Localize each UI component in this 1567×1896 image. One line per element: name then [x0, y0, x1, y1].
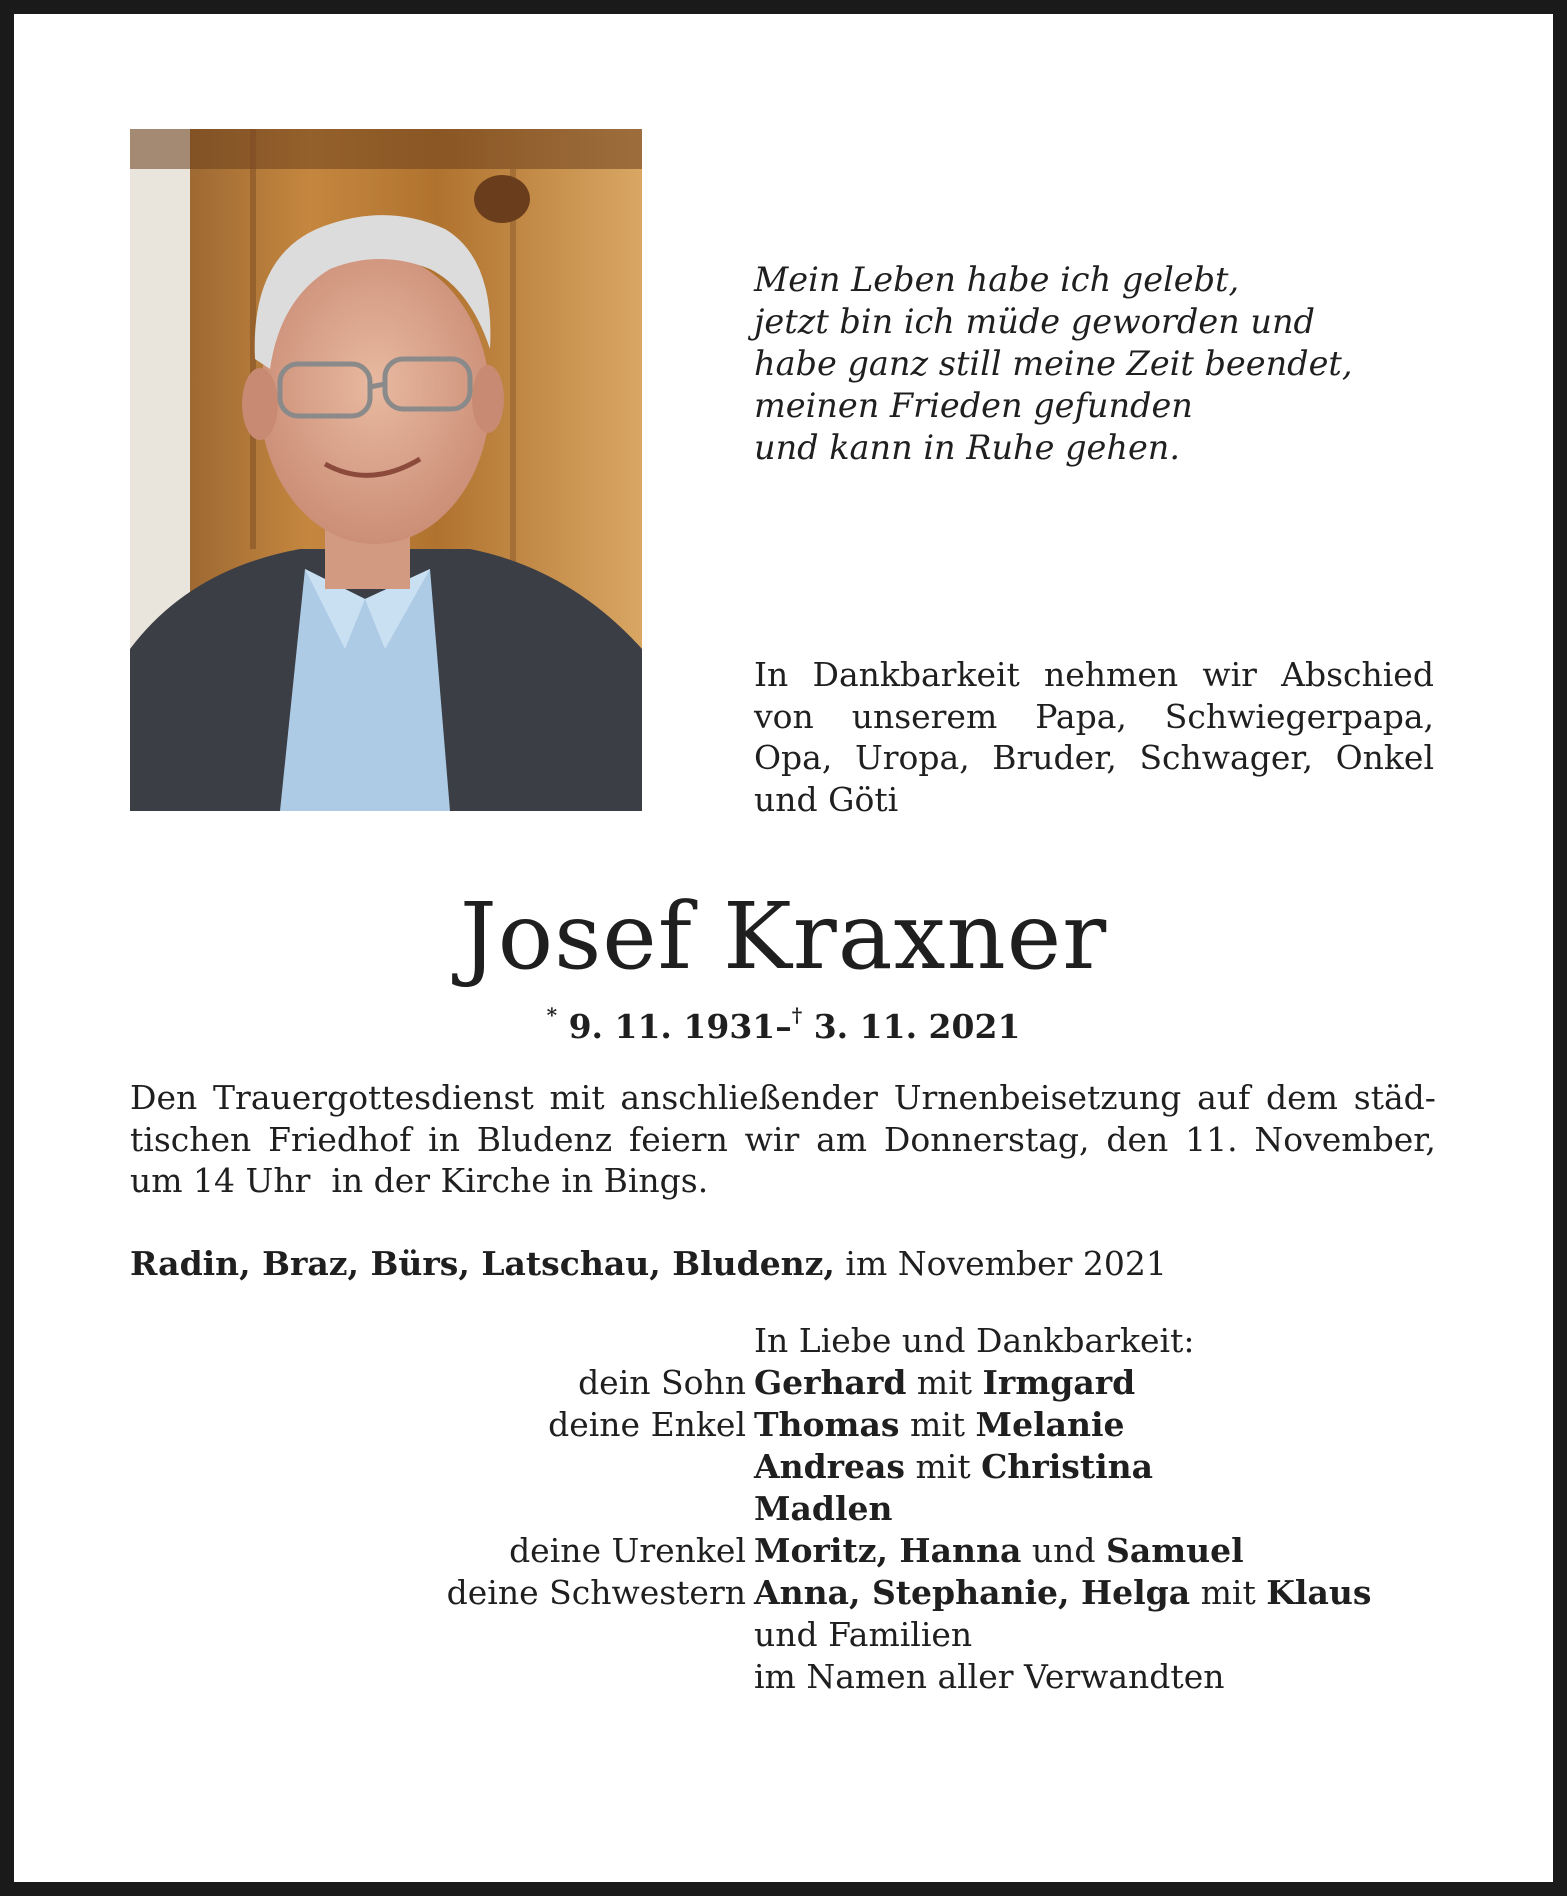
intro-word: wir — [1202, 655, 1257, 694]
family-connector: mit — [899, 1405, 976, 1444]
family-row — [14, 1614, 1553, 1656]
intro-word: Onkel — [1335, 738, 1434, 777]
intro-word: Dankbarkeit — [812, 655, 1020, 694]
service-word: feiern — [628, 1119, 728, 1159]
quote-line: und kann in Ruhe gehen. — [754, 428, 1180, 467]
family-member-name: Irmgard — [982, 1363, 1136, 1402]
family-member-name: Andreas — [754, 1447, 906, 1486]
service-word: am — [816, 1119, 868, 1159]
family-row — [14, 1656, 1553, 1698]
family-member-name: Thomas — [754, 1405, 900, 1444]
life-dates — [14, 999, 1553, 1047]
intro-word: Papa, — [1035, 696, 1127, 736]
memorial-quote — [754, 259, 1454, 469]
intro-word: Abschied — [1281, 655, 1434, 694]
family-names — [754, 1572, 1371, 1614]
family-member-name: Christina — [981, 1447, 1154, 1486]
family-connector: und — [1021, 1531, 1106, 1570]
family-connector: mit — [905, 1447, 982, 1486]
service-word: Bludenz — [476, 1119, 613, 1159]
family-names — [754, 1404, 1125, 1446]
family-names — [754, 1656, 1224, 1698]
service-announcement — [130, 1077, 1436, 1202]
family-names — [754, 1614, 972, 1656]
family-relation: deine Urenkel — [509, 1531, 746, 1570]
intro-word: von — [754, 696, 814, 736]
death-date: 3. 11. 2021 — [813, 1007, 1021, 1046]
family-row — [14, 1530, 1553, 1572]
intro-line: und Göti — [754, 779, 899, 819]
service-word: auf — [1197, 1078, 1251, 1117]
service-word: Friedhof — [268, 1119, 412, 1159]
service-word: 11. — [1185, 1119, 1238, 1159]
service-word: in — [428, 1119, 460, 1159]
place-and-date — [130, 1244, 1167, 1284]
service-word: Den — [130, 1078, 198, 1117]
place-date: im November 2021 — [834, 1244, 1167, 1283]
family-connector: und Familien — [754, 1615, 973, 1654]
birth-symbol: * — [546, 1003, 558, 1027]
family-connector: mit — [1190, 1573, 1267, 1612]
family-row — [14, 1488, 1553, 1530]
family-member-name: Samuel — [1105, 1531, 1244, 1570]
quote-line: meinen Frieden gefunden — [754, 386, 1193, 425]
service-word: wir — [744, 1119, 800, 1159]
deceased-name: Josef Kraxner — [459, 883, 1108, 990]
intro-word: Schwiegerpapa, — [1164, 696, 1434, 736]
service-word: Donnerstag, — [883, 1119, 1090, 1159]
quote-line: jetzt bin ich müde geworden und — [754, 302, 1315, 341]
service-word: den — [1106, 1119, 1169, 1159]
family-member-name: Anna, Stephanie, Helga — [754, 1573, 1191, 1612]
family-row — [14, 1572, 1553, 1614]
intro-word: unserem — [851, 696, 998, 736]
family-row — [14, 1446, 1553, 1488]
intro-word: Schwager, — [1139, 738, 1314, 777]
family-relation: deine Schwestern — [446, 1573, 746, 1612]
intro-word: Bruder, — [992, 738, 1117, 777]
family-relation: dein Sohn — [578, 1363, 746, 1402]
intro-word: In — [754, 655, 789, 694]
intro-word: Opa, — [754, 738, 833, 777]
family-names — [754, 1488, 893, 1530]
service-word: Urnenbeisetzung — [893, 1078, 1182, 1117]
service-word: Trauergottesdienst — [213, 1078, 534, 1117]
family-connector: im Namen aller Verwandten — [754, 1657, 1225, 1696]
date-separator: – — [775, 1007, 792, 1046]
family-names — [754, 1530, 1244, 1572]
intro-word: nehmen — [1044, 655, 1179, 694]
service-word: tischen — [130, 1119, 252, 1159]
portrait-photo — [130, 129, 642, 811]
family-names — [754, 1362, 1135, 1404]
family-connector: mit — [906, 1363, 983, 1402]
family-relation: deine Enkel — [548, 1405, 746, 1444]
family-member-name: Moritz, Hanna — [754, 1531, 1022, 1570]
family-member-name: Madlen — [754, 1489, 893, 1528]
farewell-intro — [754, 654, 1434, 820]
family-names — [754, 1446, 1153, 1488]
service-word: städ- — [1353, 1078, 1436, 1117]
family-member-name: Gerhard — [754, 1363, 907, 1402]
quote-line: habe ganz still meine Zeit beendet, — [754, 344, 1353, 383]
family-member-name: Klaus — [1266, 1573, 1372, 1612]
service-word: dem — [1266, 1078, 1338, 1117]
obituary-page — [14, 14, 1553, 1882]
intro-word: Uropa, — [854, 738, 970, 777]
service-word: mit — [549, 1078, 605, 1117]
birth-date: 9. 11. 1931 — [568, 1007, 776, 1046]
family-row — [14, 1404, 1553, 1446]
service-word: November, — [1254, 1119, 1436, 1159]
family-member-name: Melanie — [975, 1405, 1125, 1444]
family-row — [14, 1362, 1553, 1404]
death-symbol: † — [791, 1003, 803, 1027]
quote-line: Mein Leben habe ich gelebt, — [754, 260, 1240, 299]
place-towns: Radin, Braz, Bürs, Latschau, Bludenz, — [130, 1244, 835, 1283]
closing-line: In Liebe und Dankbarkeit: — [754, 1321, 1195, 1360]
service-line: um 14 Uhr in der Kirche in Bings. — [130, 1161, 709, 1200]
service-word: anschließender — [620, 1078, 878, 1117]
